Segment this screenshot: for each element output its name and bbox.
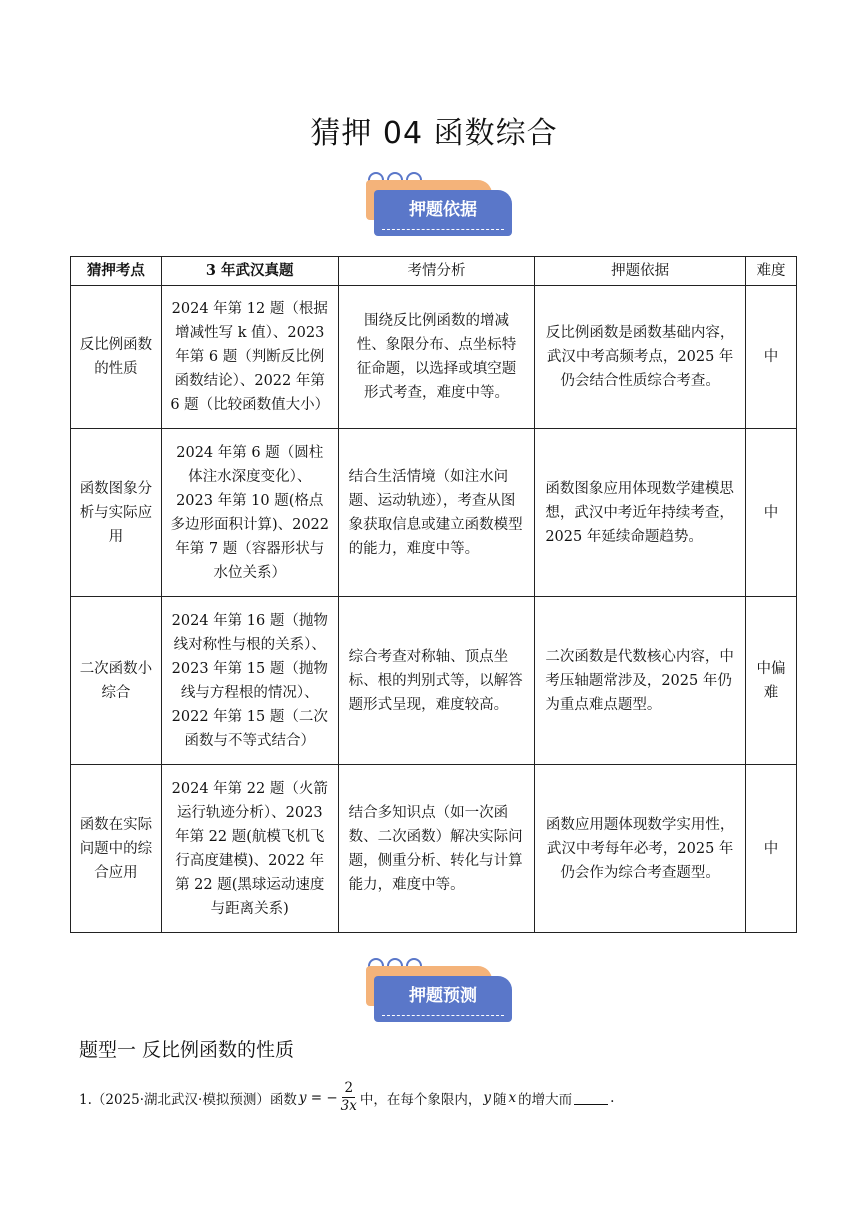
question-lhs: y = − (298, 1089, 338, 1106)
var-x: x (508, 1089, 517, 1106)
cell-topic: 函数图象分析与实际应用 (71, 429, 162, 597)
question-1 (79, 1080, 614, 1115)
cell-basis: 二次函数是代数核心内容，中考压轴题常涉及，2025 年仍为重点难点题型。 (535, 597, 746, 765)
badge-basis-label: 押题依据 (409, 200, 477, 220)
page-title: 猜押 04 函数综合 (310, 116, 558, 151)
table-row (71, 597, 797, 765)
cell-topic: 函数在实际问题中的综合应用 (71, 765, 162, 933)
header-exams: 3 年武汉真题 (161, 257, 338, 286)
question-mid2: 随 (493, 1091, 507, 1108)
cell-exams: 2024 年第 12 题（根据增减性写 k 值）、2023 年第 6 题（判断反比例函数结论）、2022 年第 6 题（比较函数值大小） (161, 286, 338, 429)
answer-blank[interactable] (574, 1090, 608, 1105)
table-header-row (71, 257, 797, 286)
cell-exams: 2024 年第 22 题（火箭运行轨迹分析）、2023 年第 22 题(航模飞机飞行高度建模)、2022 年第 22 题(黑球运动速度与距离关系) (161, 765, 338, 933)
fraction (341, 1080, 357, 1115)
cell-basis: 函数图象应用体现数学建模思想，武汉中考近年持续考查，2025 年延续命题趋势。 (535, 429, 746, 597)
table-row (71, 429, 797, 597)
var-y: y (483, 1089, 492, 1106)
cell-topic: 反比例函数的性质 (71, 286, 162, 429)
badge-prediction-label: 押题预测 (409, 986, 477, 1006)
prediction-table (70, 256, 797, 933)
cell-exams: 2024 年第 16 题（抛物线对称性与根的关系）、2023 年第 15 题（抛物线与方程根的情况）、2022 年第 15 题（二次函数与不等式结合） (161, 597, 338, 765)
cell-exams: 2024 年第 6 题（圆柱体注水深度变化）、2023 年第 10 题(格点多边形面积计算)、2022 年第 7 题（容器形状与水位关系） (161, 429, 338, 597)
table-row (71, 286, 797, 429)
cell-basis: 函数应用题体现数学实用性，武汉中考每年必考，2025 年仍会作为综合考查题型。 (535, 765, 746, 933)
table-row (71, 765, 797, 933)
fraction-denominator: 3x (340, 1098, 357, 1114)
badge-basis (366, 172, 516, 242)
question-end: . (610, 1089, 615, 1106)
header-difficulty: 难度 (746, 257, 797, 286)
cell-analysis: 结合生活情境（如注水问题、运动轨迹），考查从图象获取信息或建立函数模型的能力，难度中等。 (338, 429, 535, 597)
section-heading: 题型一 反比例函数的性质 (79, 1039, 295, 1061)
cell-difficulty: 中 (746, 765, 797, 933)
cell-difficulty: 中偏难 (746, 597, 797, 765)
cell-analysis: 围绕反比例函数的增减性、象限分布、点坐标特征命题，以选择或填空题形式考查，难度中等。 (338, 286, 535, 429)
header-analysis: 考情分析 (338, 257, 535, 286)
header-topic: 猜押考点 (71, 257, 162, 286)
header-basis: 押题依据 (535, 257, 746, 286)
question-prefix: 1.（2025·湖北武汉·模拟预测）函数 (79, 1091, 297, 1108)
fraction-numerator: 2 (344, 1080, 354, 1096)
cell-difficulty: 中 (746, 286, 797, 429)
cell-difficulty: 中 (746, 429, 797, 597)
cell-analysis: 综合考查对称轴、顶点坐标、根的判别式等，以解答题形式呈现，难度较高。 (338, 597, 535, 765)
question-middle: 中，在每个象限内， (359, 1091, 482, 1108)
question-suffix: 的增大而 (518, 1091, 573, 1108)
badge-prediction (366, 958, 516, 1028)
cell-analysis: 结合多知识点（如一次函数、二次函数）解决实际问题，侧重分析、转化与计算能力，难度中等。 (338, 765, 535, 933)
cell-basis: 反比例函数是函数基础内容，武汉中考高频考点，2025 年仍会结合性质综合考查。 (535, 286, 746, 429)
cell-topic: 二次函数小综合 (71, 597, 162, 765)
